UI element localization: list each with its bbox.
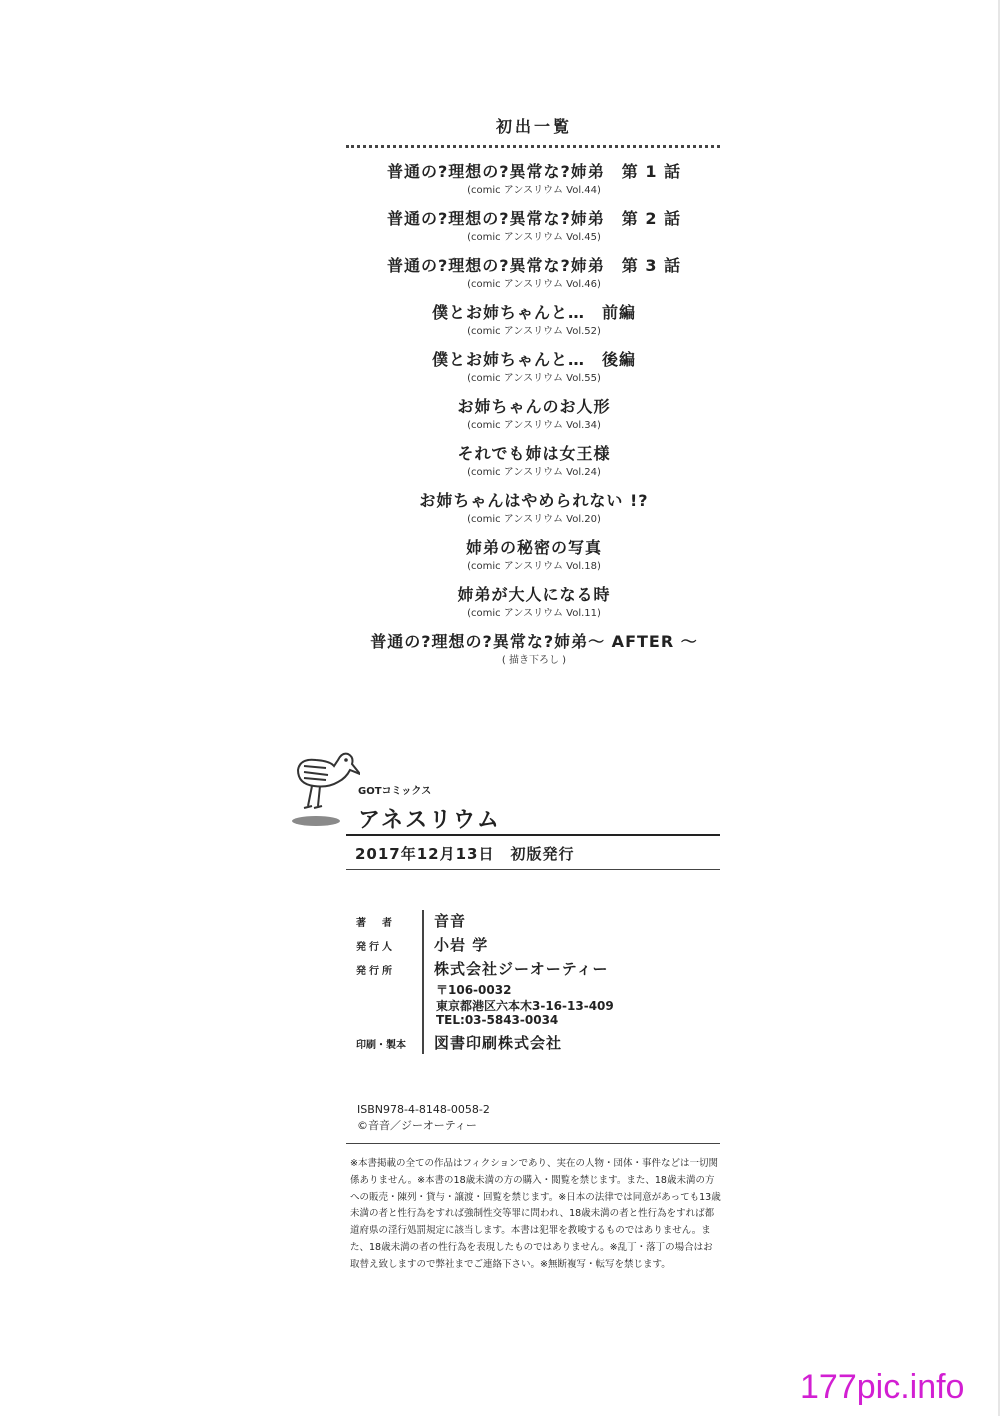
toc-entry-source: (comic アンスリウム Vol.46)	[467, 279, 601, 290]
title-divider	[346, 834, 720, 836]
toc-entry-source: (comic アンスリウム Vol.44)	[467, 185, 601, 196]
toc-entry-title: 姉弟が大人になる時	[457, 585, 611, 604]
toc-entry-source: (comic アンスリウム Vol.34)	[467, 420, 601, 431]
toc-entry-title: 普通の?理想の?異常な?姉弟 第 1 話	[386, 162, 682, 181]
imprint-label: GOTコミックス	[358, 786, 432, 797]
isbn: ISBN978-4-8148-0058-2	[357, 1103, 490, 1116]
staff-credits	[352, 908, 732, 1054]
toc-entry	[0, 630, 1000, 668]
toc-entry-source: (comic アンスリウム Vol.45)	[467, 232, 601, 243]
toc-entry-title: 姉弟の秘密の写真	[465, 538, 602, 557]
isbn-block	[357, 1102, 490, 1134]
toc-entry-source: (comic アンスリウム Vol.18)	[467, 561, 601, 572]
printer-name: 図書印刷株式会社	[434, 1034, 563, 1052]
toc-entry	[0, 442, 1000, 480]
toc-entry-title: それでも姉は女王様	[457, 444, 611, 463]
toc-entry	[0, 536, 1000, 574]
bird-logo-icon	[290, 748, 360, 828]
toc-entry-source: (comic アンスリウム Vol.24)	[467, 467, 601, 478]
toc-entry-title: 僕とお姉ちゃんと… 前編	[431, 303, 636, 322]
edition-label: 初版発行	[510, 845, 575, 863]
toc-entry	[0, 348, 1000, 386]
toc-entry-title: お姉ちゃんはやめられない !?	[419, 491, 649, 510]
legal-notice: ※本書掲載の全ての作品はフィクションであり、実在の人物・団体・事件などは一切関係ありません。※本書の18歳未満の方の購入・閲覧を禁じます。また、18歳未満の方への販売・陳列・貸与・譲渡・回覧を禁じます。※日本の法律では同意があっても13歳未満の者と性行為をすれば強制性交等罪に問われ、18歳未満の者と性行為をすれば都道府県の淫行処罰規定に該当します。本書は犯罪を教唆するものではありません。また、18歳未満の者の性行為を表現したものではありません。※乱丁・落丁の場合はお取替え致しますので弊社までご連絡下さい。※無断複写・転写を禁じます。	[350, 1158, 721, 1270]
toc-entry-source: (comic アンスリウム Vol.55)	[467, 373, 601, 384]
postal-code: 〒106-0032	[436, 983, 512, 997]
toc-entry-title: 普通の?理想の?異常な?姉弟～ AFTER ～	[370, 632, 698, 651]
publisher-person-name: 小岩 学	[434, 936, 489, 954]
toc-entry-title: お姉ちゃんのお人形	[457, 397, 611, 416]
toc-title: 初出一覧	[495, 117, 572, 136]
toc-dotted-divider	[346, 145, 720, 148]
toc-entry-source: (comic アンスリウム Vol.11)	[467, 608, 601, 619]
author-name: 音音	[434, 912, 467, 930]
toc-entry-title: 普通の?理想の?異常な?姉弟 第 2 話	[386, 209, 682, 228]
watermark-text: 177pic.info	[800, 1368, 965, 1406]
toc-entry-title: 普通の?理想の?異常な?姉弟 第 3 話	[386, 256, 682, 275]
author-label: 著 者	[356, 918, 395, 929]
toc-entry	[0, 254, 1000, 292]
staff-divider	[422, 910, 424, 1054]
edition-line	[355, 843, 575, 864]
publisher-person-label: 発行人	[356, 942, 395, 953]
toc-entry	[0, 160, 1000, 198]
book-title: アネスリウム	[358, 808, 501, 833]
toc-entry-title: 僕とお姉ちゃんと… 後編	[431, 350, 636, 369]
toc-entry-source: (comic アンスリウム Vol.20)	[467, 514, 601, 525]
publisher-address: 東京都港区六本木3-16-13-409	[436, 999, 614, 1013]
edition-date: 2017年12月13日	[355, 845, 495, 863]
publisher-label: 発行所	[356, 966, 395, 977]
printer-label: 印刷・製本	[356, 1040, 406, 1051]
isbn-divider	[346, 1143, 720, 1144]
copyright: ©音音／ジーオーティー	[357, 1119, 477, 1132]
toc-entry	[0, 301, 1000, 339]
publisher-name: 株式会社ジーオーティー	[434, 960, 609, 978]
toc-entry	[0, 489, 1000, 527]
toc-entry	[0, 395, 1000, 433]
toc-entry-source: (comic アンスリウム Vol.52)	[467, 326, 601, 337]
toc-entry-source: ( 描き下ろし )	[501, 655, 567, 666]
publisher-tel: TEL:03-5843-0034	[436, 1013, 559, 1027]
toc-entry	[0, 207, 1000, 245]
toc-entry	[0, 583, 1000, 621]
edition-divider	[346, 869, 720, 870]
